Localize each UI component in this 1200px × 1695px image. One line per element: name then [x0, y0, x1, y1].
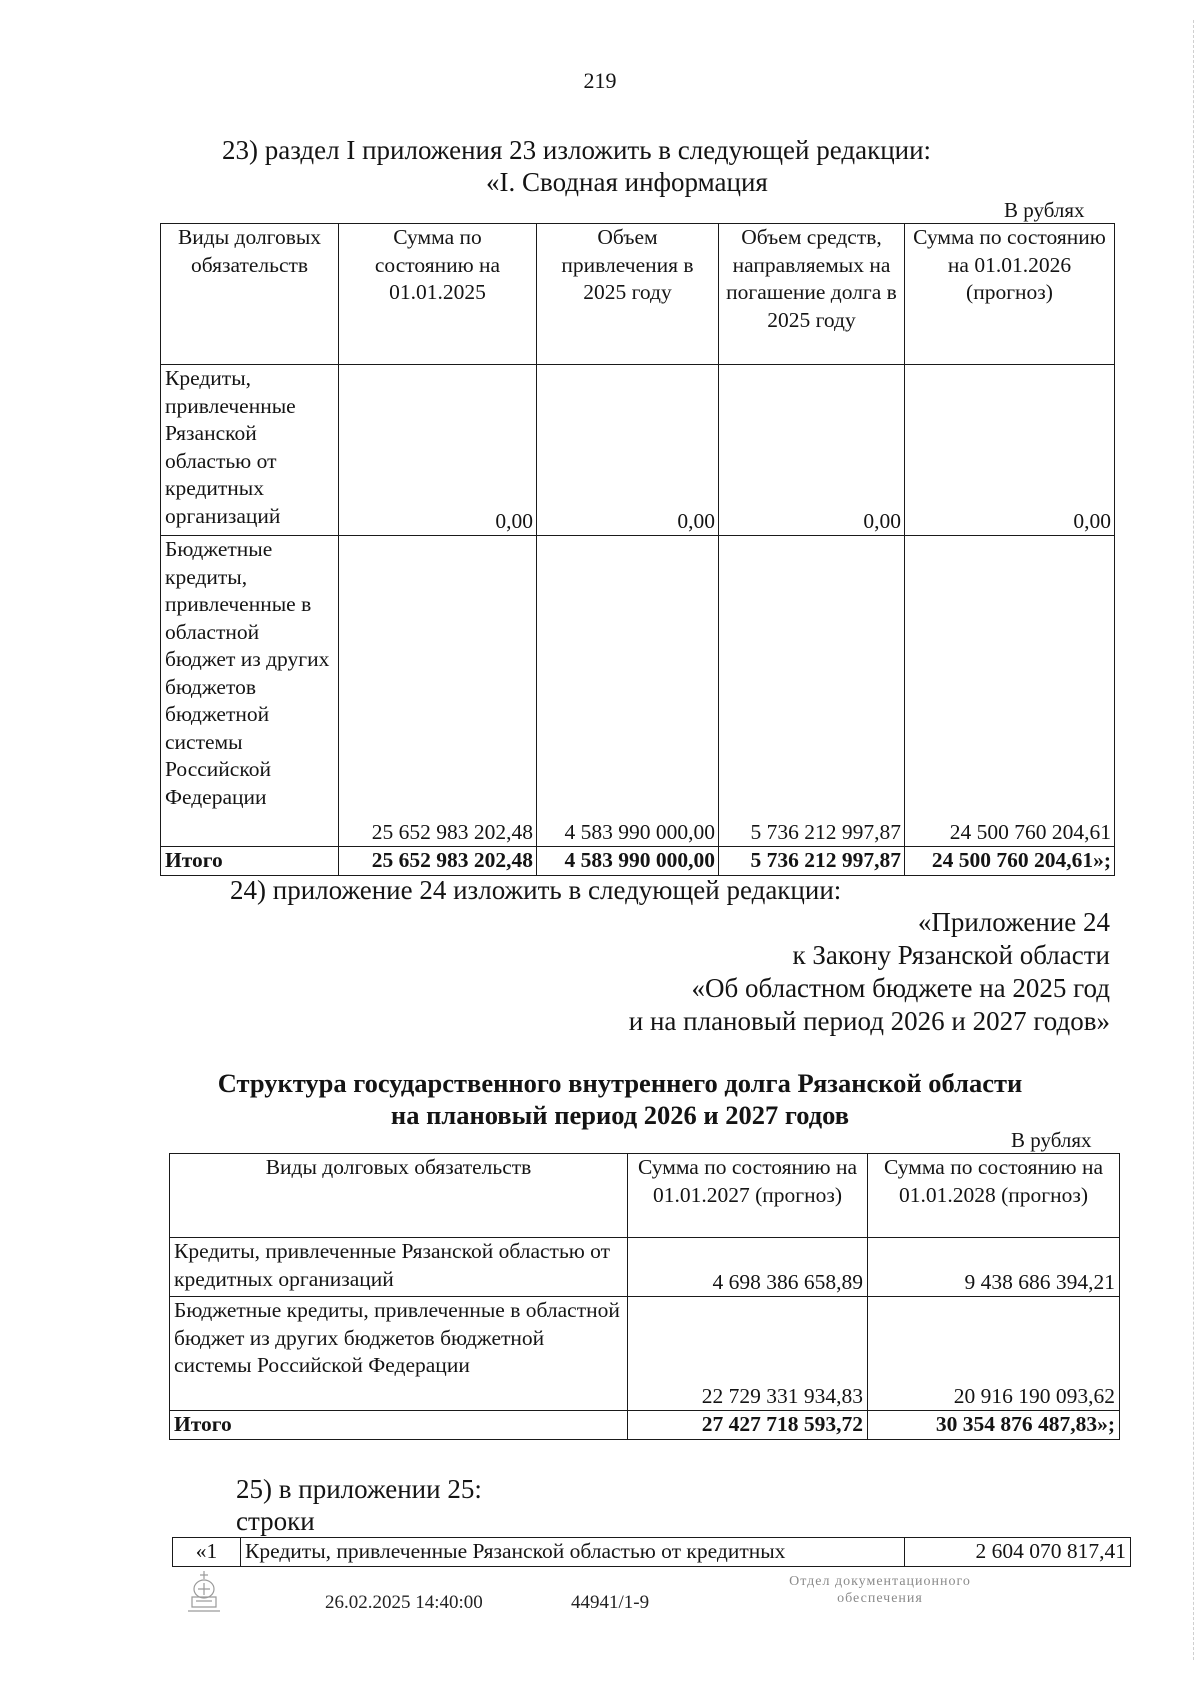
- col-header: Виды долговых обязательств: [161, 224, 339, 365]
- appendix-line-3: «Об областном бюджете на 2025 год: [691, 973, 1110, 1003]
- table-row: [170, 1297, 1120, 1411]
- debt-structure-title-line-1: Структура государственного внутреннего долга Рязанской области: [217, 1068, 1023, 1098]
- item-24-text: 24) приложение 24 изложить в следующей редакции:: [230, 875, 842, 905]
- table-header-row: [170, 1154, 1120, 1238]
- col-header: Сумма по состоянию на 01.01.2025: [339, 224, 537, 365]
- item-23-text: 23) раздел I приложения 23 изложить в следующей редакции:: [222, 135, 932, 165]
- row-label: Бюджетные кредиты, привлеченные в областной бюджет из других бюджетов бюджетной системы Российской Федерации: [170, 1297, 628, 1411]
- summary-heading: «I. Сводная информация: [486, 167, 768, 197]
- cell-value: 24 500 760 204,61: [905, 536, 1115, 847]
- debt-structure-title-line-2: на плановый период 2026 и 2027 годов: [390, 1100, 850, 1130]
- item-25-text: 25) в приложении 25:: [236, 1474, 482, 1504]
- total-value: 25 652 983 202,48: [339, 847, 537, 876]
- row-number: «1: [173, 1538, 241, 1567]
- table-row: [161, 536, 1115, 847]
- appendix-line-1: «Приложение 24: [917, 907, 1110, 937]
- cell-value: 4 698 386 658,89: [628, 1238, 868, 1297]
- unit-label-1: В рублях: [1004, 198, 1085, 222]
- debt-structure-table: [169, 1153, 1120, 1440]
- col-header: Виды долговых обязательств: [170, 1154, 628, 1238]
- total-value: 24 500 760 204,61»;: [905, 847, 1115, 876]
- total-value: 4 583 990 000,00: [537, 847, 719, 876]
- col-header: Сумма по состоянию на 01.01.2027 (прогноз): [628, 1154, 868, 1238]
- table-row: [161, 365, 1115, 536]
- table-row: [170, 1238, 1120, 1297]
- cell-value: 22 729 331 934,83: [628, 1297, 868, 1411]
- col-header: Объем средств, направляемых на погашение долга в 2025 году: [719, 224, 905, 365]
- table-row: [173, 1538, 1131, 1567]
- cell-value: 0,00: [719, 365, 905, 536]
- total-value: 27 427 718 593,72: [628, 1411, 868, 1440]
- cell-value: 0,00: [905, 365, 1115, 536]
- total-label: Итого: [170, 1411, 628, 1440]
- table-header-row: [161, 224, 1115, 365]
- scan-edge-line: [1192, 20, 1194, 1660]
- appendix-25-row-table: [172, 1537, 1131, 1567]
- cell-value: 4 583 990 000,00: [537, 536, 719, 847]
- cell-value: 0,00: [537, 365, 719, 536]
- department-stamp: [730, 1573, 1030, 1607]
- col-header: Сумма по состоянию на 01.01.2028 (прогноз): [868, 1154, 1120, 1238]
- col-header: Сумма по состоянию на 01.01.2026 (прогноз): [905, 224, 1115, 365]
- total-value: 30 354 876 487,83»;: [868, 1411, 1120, 1440]
- footer-datetime: 26.02.2025 14:40:00: [325, 1592, 483, 1613]
- cell-value: 9 438 686 394,21: [868, 1238, 1120, 1297]
- emblem-icon: [180, 1567, 228, 1615]
- summary-table: [160, 223, 1115, 876]
- total-row: [161, 847, 1115, 876]
- cell-value: 25 652 983 202,48: [339, 536, 537, 847]
- cell-value: 20 916 190 093,62: [868, 1297, 1120, 1411]
- col-header: Объем привлечения в 2025 году: [537, 224, 719, 365]
- appendix-line-4: и на плановый период 2026 и 2027 годов»: [628, 1006, 1110, 1036]
- total-value: 5 736 212 997,87: [719, 847, 905, 876]
- unit-label-2: В рублях: [1011, 1128, 1092, 1152]
- cell-value: 0,00: [339, 365, 537, 536]
- cell-value: 2 604 070 817,41: [905, 1538, 1131, 1567]
- row-label: Кредиты, привлеченные Рязанской областью от кредитных организаций: [170, 1238, 628, 1297]
- footer-doc-id: 44941/1-9: [571, 1592, 650, 1613]
- appendix-line-2: к Закону Рязанской области: [792, 940, 1110, 970]
- row-label: Кредиты, привлеченные Рязанской областью от кредитных организаций: [161, 365, 339, 536]
- item-25-subtext: строки: [236, 1506, 315, 1536]
- stamp-line-2: обеспечения: [837, 1591, 923, 1606]
- row-label: Кредиты, привлеченные Рязанской областью от кредитных: [241, 1538, 905, 1567]
- total-row: [170, 1411, 1120, 1440]
- total-label: Итого: [161, 847, 339, 876]
- row-label: Бюджетные кредиты, привлеченные в областной бюджет из других бюджетов бюджетной системы Российской Федерации: [161, 536, 339, 847]
- stamp-line-1: Отдел документационного: [789, 1574, 971, 1589]
- page-number: 219: [583, 68, 617, 93]
- cell-value: 5 736 212 997,87: [719, 536, 905, 847]
